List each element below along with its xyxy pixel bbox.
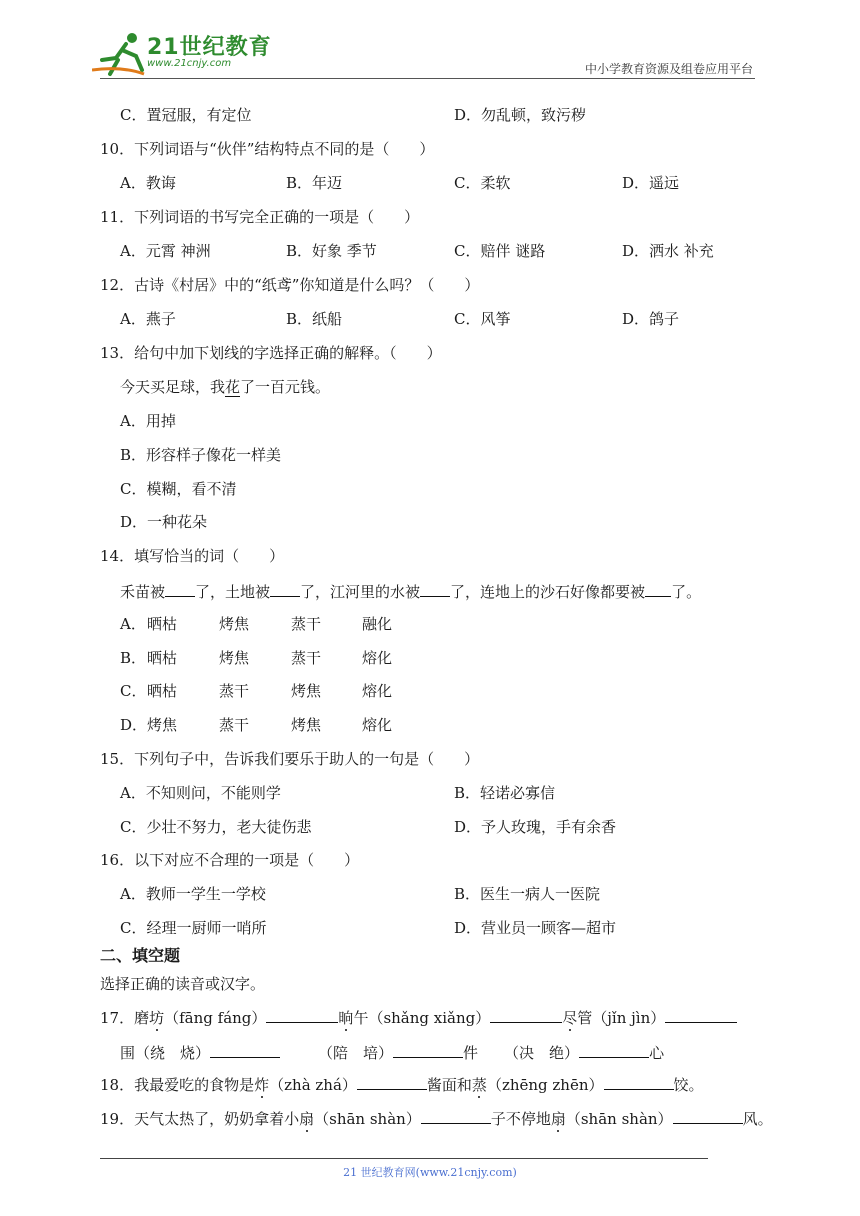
q13-sentence (120, 377, 330, 397)
q19-blank-2 (673, 1107, 743, 1124)
q9-option-d: D．勿乱顿，致污秽 (454, 106, 587, 124)
q14-option-b-word-3: 蒸干 (291, 649, 322, 667)
q14-option-a-word-2: 烤焦 (219, 615, 250, 633)
q14-text-1: 禾苗被 (120, 583, 166, 601)
q19-text-2: 子不停地 (490, 1110, 551, 1128)
q18-blank-1 (357, 1073, 427, 1090)
q12-option-b: B．纸船 (286, 310, 343, 328)
q18-blank-2 (604, 1073, 674, 1090)
q16-stem: 16．以下对应不合理的一项是（ ） (100, 851, 360, 869)
q14-blank-3 (420, 580, 450, 597)
q17-item5-choice: （陪 培） (318, 1044, 394, 1062)
q10-option-a: A．教诲 (120, 174, 176, 192)
q16-option-a: A．教师一学生一学校 (120, 885, 266, 903)
q17-item6-choice: （决 绝） (504, 1044, 580, 1062)
q17-item1-pinyin: （fāng fáng） (164, 1009, 267, 1027)
q14-option-b-letter: B． (120, 649, 147, 667)
q18-dotted-char-1: 炸 (254, 1076, 270, 1094)
q14-option-a (120, 614, 393, 634)
footer-text: 21 世纪教育网(www.21cnjy.com) (343, 1166, 517, 1179)
q11-option-d: D．洒水 补充 (622, 242, 714, 260)
footer-divider (100, 1158, 708, 1159)
q14-blank-2 (270, 580, 300, 597)
q13-stem: 13．给句中加下划线的字选择正确的解释。（ ） (100, 344, 442, 362)
q14-text-5: 了。 (671, 583, 702, 601)
q19-line (100, 1107, 773, 1129)
q14-text-4: 了，连地上的沙石好像都要被 (450, 583, 646, 601)
q14-option-d-word-3: 烤焦 (291, 716, 322, 734)
q10-option-d: D．遥远 (622, 174, 680, 192)
q15-option-d: D．予人玫瑰，手有余香 (454, 818, 617, 836)
q12-option-c: C．风筝 (454, 310, 511, 328)
q17-number: 17． (100, 1009, 135, 1027)
q14-option-a-word-3: 蒸干 (291, 615, 322, 633)
q19-number: 19． (100, 1110, 135, 1128)
q14-option-c-word-2: 蒸干 (219, 682, 250, 700)
q14-option-b-word-1: 晒枯 (147, 649, 178, 667)
q14-option-a-word-4: 融化 (362, 615, 393, 633)
q16-option-d: D．营业员一顾客—超市 (454, 919, 617, 937)
q9-option-c: C．置冠服，有定位 (120, 106, 252, 124)
q18-pinyin-1: （zhà zhá） (269, 1076, 357, 1094)
q15-option-b: B．轻诺必寡信 (454, 784, 556, 802)
q14-blank-1 (165, 580, 195, 597)
q17-item1-char1: 磨 (134, 1009, 150, 1027)
q17-item1-dotted-char: 坊 (149, 1009, 165, 1027)
q17-item2-dotted-char: 晌 (338, 1009, 354, 1027)
q13-option-c: C．模糊，看不清 (120, 480, 237, 498)
q15-option-a: A．不知则问，不能则学 (120, 784, 281, 802)
q19-dotted-char-2: 扇 (550, 1110, 566, 1128)
q14-option-c-word-1: 晒枯 (147, 682, 178, 700)
q14-stem: 14．填写恰当的词（ ） (100, 547, 285, 565)
q17-item6-suffix: 心 (649, 1044, 665, 1062)
q14-sentence (120, 580, 701, 602)
q18-line (100, 1073, 704, 1095)
q18-text-3: 饺。 (673, 1076, 704, 1094)
q14-blank-4 (645, 580, 671, 597)
q14-option-c-word-3: 烤焦 (291, 682, 322, 700)
q11-stem: 11．下列词语的书写完全正确的一项是（ ） (100, 208, 420, 226)
q11-option-c: C．赔伴 谜路 (454, 242, 546, 260)
q14-option-b (120, 648, 393, 668)
q11-option-a: A．元霄 神洲 (120, 242, 211, 260)
section-intro: 选择正确的读音或汉字。 (100, 975, 266, 993)
q14-option-b-word-2: 烤焦 (219, 649, 250, 667)
q18-dotted-char-2: 蒸 (471, 1076, 487, 1094)
q16-option-b: B．医生一病人一医院 (454, 885, 601, 903)
q12-option-d: D．鸽子 (622, 310, 680, 328)
q14-option-a-word-1: 晒枯 (147, 615, 178, 633)
q13-option-a: A．用掉 (120, 412, 176, 430)
q14-option-d (120, 715, 393, 735)
q18-pinyin-2: （zhēng zhēn） (486, 1076, 604, 1094)
q19-blank-1 (421, 1107, 491, 1124)
q19-text-3: 风。 (742, 1110, 773, 1128)
q17-item3-rest: 管（jǐn jìn） (577, 1009, 666, 1027)
q17-blank-5 (393, 1041, 463, 1058)
q15-option-c: C．少壮不努力，老大徒伤悲 (120, 818, 312, 836)
q17-line-1 (100, 1006, 737, 1028)
q14-option-d-word-4: 熔化 (362, 716, 393, 734)
q17-blank-6 (579, 1041, 649, 1058)
q19-pinyin-1: （shān shàn） (314, 1110, 421, 1128)
q14-text-3: 了，江河里的水被 (300, 583, 421, 601)
q17-blank-4 (210, 1041, 280, 1058)
q10-stem: 10．下列词语与“伙伴”结构特点不同的是（ ） (100, 140, 435, 158)
page-header (0, 0, 860, 82)
header-platform-title: 中小学教育资源及组卷应用平台 (584, 62, 753, 76)
logo-url: www.21cnjy.com (147, 58, 232, 69)
q17-blank-1 (266, 1006, 338, 1023)
q19-text-1: 天气太热了，奶奶拿着小 (134, 1110, 300, 1128)
q19-pinyin-2: （shān shàn） (565, 1110, 673, 1128)
q17-item3-dotted-char: 尽 (562, 1009, 578, 1027)
q14-option-c (120, 681, 393, 701)
q13-option-b: B．形容样子像花一样美 (120, 446, 282, 464)
header-divider (100, 78, 755, 79)
q10-option-b: B．年迈 (286, 174, 343, 192)
q11-option-b: B．好象 季节 (286, 242, 377, 260)
q10-option-c: C．柔软 (454, 174, 511, 192)
q12-stem: 12．古诗《村居》中的“纸鸢”你知道是什么吗？（ ） (100, 276, 480, 294)
q13-underlined-char: 花 (225, 378, 241, 396)
q14-option-d-letter: D． (120, 716, 148, 734)
q13-option-d: D．一种花朵 (120, 513, 208, 531)
q14-option-a-letter: A． (120, 615, 146, 633)
q15-stem: 15．下列句子中，告诉我们要乐于助人的一句是（ ） (100, 750, 480, 768)
q13-sentence-pre: 今天买足球，我 (120, 378, 226, 396)
q18-number: 18． (100, 1076, 135, 1094)
q17-blank-2 (490, 1006, 562, 1023)
q19-dotted-char-1: 扇 (299, 1110, 315, 1128)
q14-option-b-word-4: 熔化 (362, 649, 393, 667)
q16-option-c: C．经理一厨师一哨所 (120, 919, 267, 937)
q17-item5-suffix: 件 (463, 1044, 479, 1062)
q13-sentence-post: 了一百元钱。 (240, 378, 331, 396)
q17-item2-rest: 午（shǎng xiǎng） (353, 1009, 491, 1027)
q14-option-c-word-4: 熔化 (362, 682, 393, 700)
q14-option-d-word-2: 蒸干 (219, 716, 250, 734)
q18-text-1: 我最爱吃的食物是 (134, 1076, 255, 1094)
q14-option-c-letter: C． (120, 682, 147, 700)
q12-option-a: A．燕子 (120, 310, 176, 328)
q14-option-d-word-1: 烤焦 (147, 716, 178, 734)
q17-line-2 (120, 1041, 664, 1063)
q17-item4-choice: 围（绕 烧） (120, 1044, 211, 1062)
section-title: 二、填空题 (100, 946, 181, 965)
q17-blank-3 (665, 1006, 737, 1023)
logo-text: 21世纪教育 (147, 35, 272, 60)
q14-text-2: 了，土地被 (195, 583, 271, 601)
q18-text-2: 酱面和 (426, 1076, 472, 1094)
